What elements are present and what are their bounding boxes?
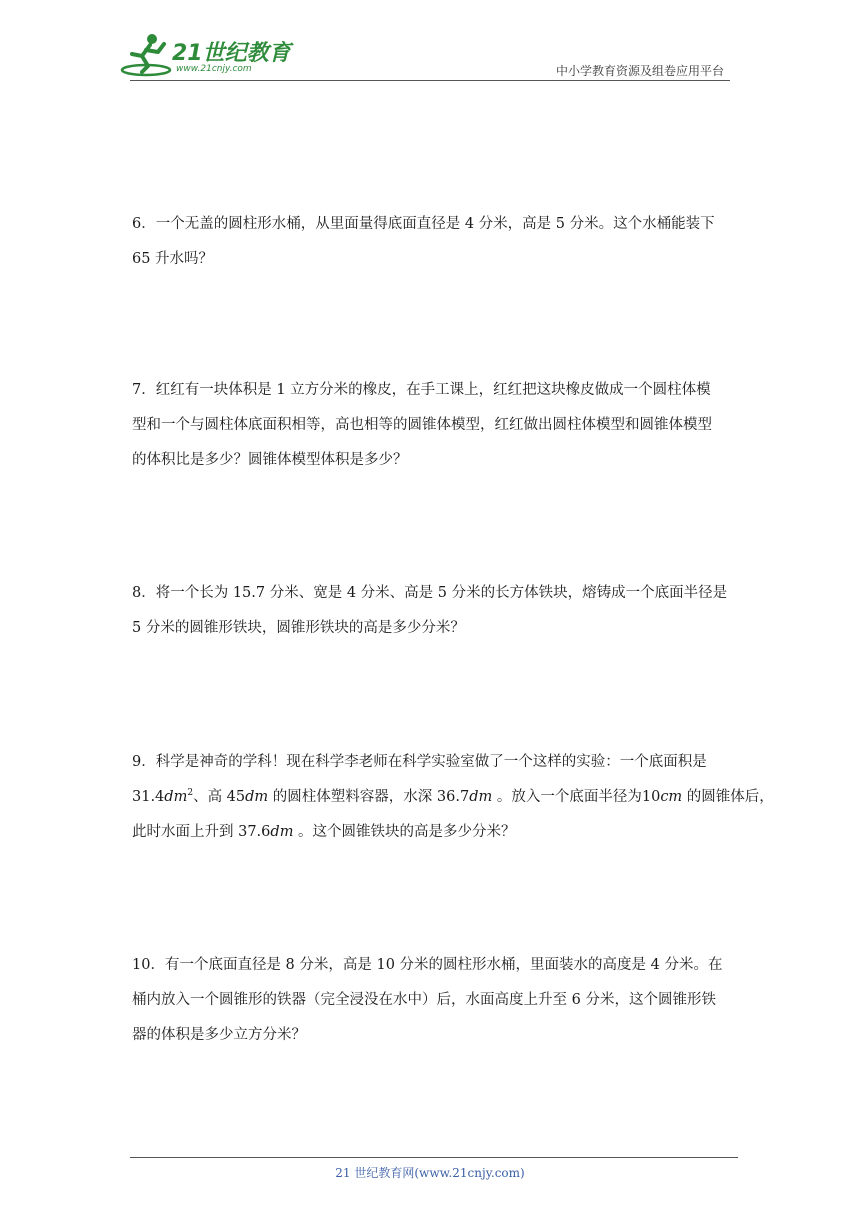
question-line: 8．将一个长为 15.7 分米、宽是 4 分米、高是 5 分米的长方体铁块，熔铸成一个底面半径是	[132, 585, 728, 601]
math-unit: dm	[270, 824, 294, 840]
header-divider	[130, 80, 730, 81]
math-value: 31.4	[132, 789, 165, 805]
math-exponent: 2	[187, 788, 194, 798]
question-line	[132, 780, 774, 815]
question-line: 5 分米的圆锥形铁块，圆锥形铁块的高是多少分米？	[132, 620, 465, 636]
question-line	[132, 815, 732, 850]
math-text: 的圆锥体后，	[682, 789, 774, 805]
site-logo[interactable]	[120, 30, 290, 78]
math-unit: dm	[245, 789, 269, 805]
question-8	[132, 576, 732, 646]
math-unit: dm	[164, 789, 188, 805]
question-line: 型和一个与圆柱体底面积相等，高也相等的圆锥体模型，红红做出圆柱体模型和圆锥体模型	[132, 417, 712, 433]
page-header	[0, 0, 860, 90]
question-line: 的体积比是多少？圆锥体模型体积是多少？	[132, 452, 408, 468]
math-text: 此时水面上升到 37.6	[132, 824, 271, 840]
math-unit: dm	[469, 789, 493, 805]
question-9	[132, 745, 774, 850]
question-line: 6．一个无盖的圆柱形水桶，从里面量得底面直径是 4 分米，高是 5 分米。这个水桶能装下	[132, 216, 715, 232]
math-text: 。放入一个底面半径为10	[492, 789, 661, 805]
math-text: 。这个圆锥铁块的高是多少分米？	[293, 824, 516, 840]
math-text: 、高 45	[193, 789, 246, 805]
footer-link[interactable]: 21 世纪教育网(www.21cnjy.com)	[335, 1166, 525, 1180]
question-line: 10．有一个底面直径是 8 分米，高是 10 分米的圆柱形水桶，里面装水的高度是 4 分米。在	[132, 957, 723, 973]
running-man-icon	[120, 30, 172, 78]
question-7	[132, 373, 732, 478]
question-line: 65 升水吗？	[132, 251, 214, 267]
question-line: 器的体积是多少立方分米？	[132, 1027, 306, 1043]
question-line: 桶内放入一个圆锥形的铁器（完全浸没在水中）后，水面高度上升至 6 分米，这个圆锥形铁	[132, 992, 716, 1008]
question-10	[132, 948, 732, 1053]
math-unit: cm	[660, 789, 683, 805]
question-line: 9．科学是神奇的学科！现在科学李老师在科学实验室做了一个这样的实验：一个底面积是	[132, 754, 707, 770]
logo-url: www.21cnjy.com	[176, 64, 252, 74]
math-text: 的圆柱体塑料容器，水深 36.7	[268, 789, 470, 805]
header-platform-title: 中小学教育资源及组卷应用平台	[555, 64, 724, 78]
footer-divider	[130, 1157, 738, 1158]
logo-text: 21世纪教育	[172, 41, 291, 66]
question-line: 7．红红有一块体积是 1 立方分米的橡皮，在手工课上，红红把这块橡皮做成一个圆柱体模	[132, 382, 711, 398]
question-6	[132, 207, 732, 277]
